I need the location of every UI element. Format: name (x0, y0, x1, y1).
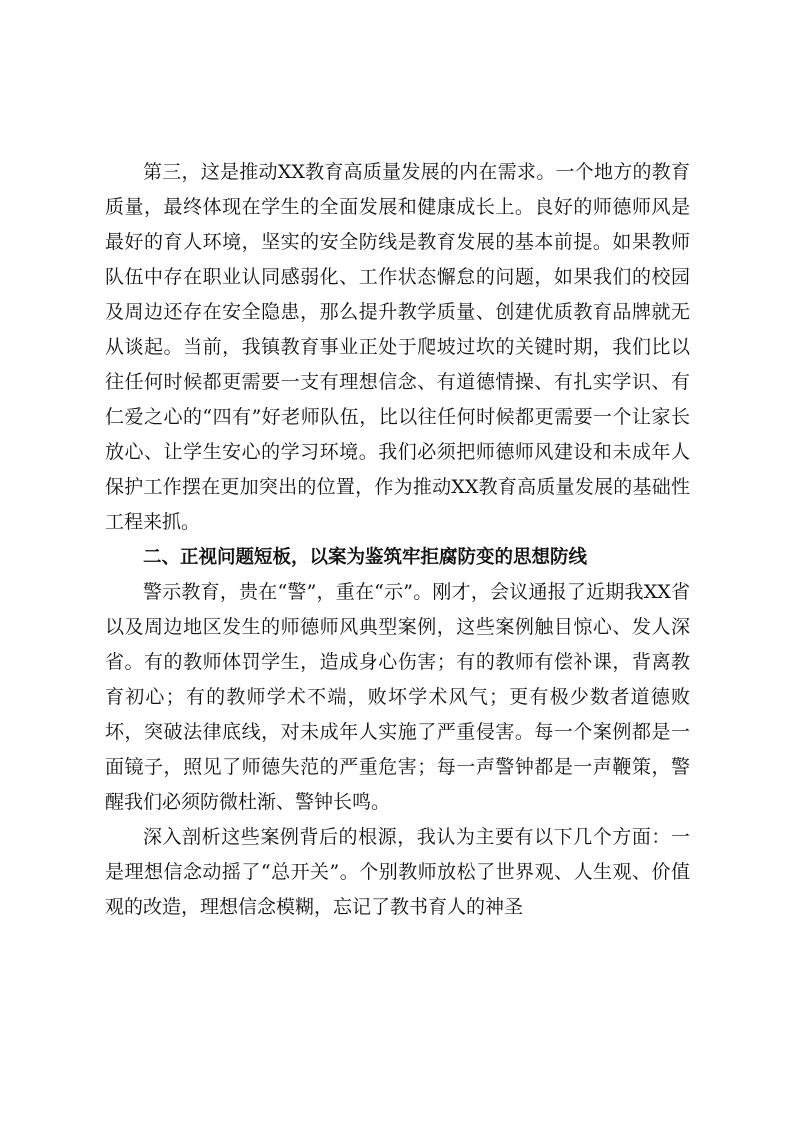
paragraph-warning-education: 警示教育，贵在“警”，重在“示”。刚才，会议通报了近期我XX省以及周边地区发生的师德师风典型案例，这些案例触目惊心、发人深省。有的教师体罚学生，造成身心伤害；有的教师有偿补课，背离教育初心；有的教师学术不端，败坏学术风气；更有极少数者道德败坏，突破法律底线，对未成年人实施了严重侵害。每一个案例都是一面镜子，照见了师德失范的严重危害；每一声警钟都是一声鞭策，警醒我们必须防微杜渐、警钟长鸣。 (105, 581, 690, 813)
paragraph-third-point: 第三，这是推动XX教育高质量发展的内在需求。一个地方的教育质量，最终体现在学生的全面发展和健康成长上。良好的师德师风是最好的育人环境，坚实的安全防线是教育发展的基本前提。如果教师队伍中存在职业认同感弱化、工作状态懈怠的问题，如果我们的校园及周边还存在安全隐患，那么提升教学质量、创建优质教育品牌就无从谈起。当前，我镇教育事业正处于爬坡过坎的关键时期，我们比以往任何时候都更需要一支有理想信念、有道德情操、有扎实学识、有仁爱之心的“四有”好老师队伍，比以往任何时候都更需要一个让家长放心、让学生安心的学习环境。我们必须把师德师风建设和未成年人保护工作摆在更加突出的位置，作为推动XX教育高质量发展的基础性工程来抓。 (105, 161, 690, 533)
paragraph-root-cause-analysis: 深入剖析这些案例背后的根源，我认为主要有以下几个方面：一是理想信念动摇了“总开关”。个别教师放松了世界观、人生观、价值观的改造，理想信念模糊，忘记了教书育人的神圣 (105, 826, 690, 918)
section-heading: 二、正视问题短板，以案为鉴筑牢拒腐防变的思想防线 (143, 547, 588, 568)
document-body (105, 155, 690, 925)
